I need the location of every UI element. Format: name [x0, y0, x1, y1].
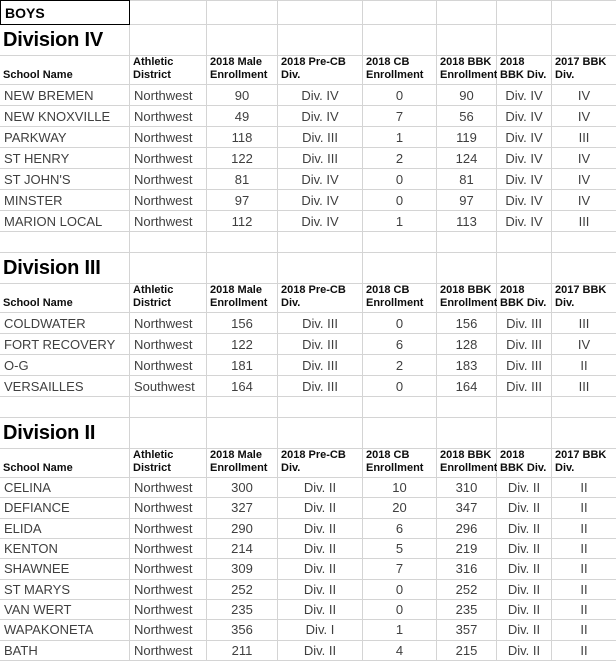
cell-2018-male-enrollment[interactable]: 214: [207, 539, 278, 559]
cell-school-name[interactable]: CELINA: [0, 478, 130, 498]
cell-2018-bbk-div[interactable]: Div. II: [497, 498, 552, 518]
empty-cell[interactable]: [552, 232, 616, 253]
cell-2018-pre-cb-div[interactable]: Div. IV: [278, 85, 363, 106]
cell-2018-cb-enrollment[interactable]: 20: [363, 498, 437, 518]
cell-2018-pre-cb-div[interactable]: Div. II: [278, 519, 363, 539]
cell-2018-bbk-div[interactable]: Div. IV: [497, 211, 552, 232]
cell-2018-cb-enrollment[interactable]: 1: [363, 211, 437, 232]
empty-cell[interactable]: [130, 0, 207, 25]
cell-2018-bbk-div[interactable]: Div. IV: [497, 85, 552, 106]
cell-2018-bbk-div[interactable]: Div. II: [497, 580, 552, 600]
cell-2018-bbk-div[interactable]: Div. II: [497, 559, 552, 579]
cell-2018-cb-enrollment[interactable]: 0: [363, 85, 437, 106]
cell-2018-bbk-enrollment[interactable]: 81: [437, 169, 497, 190]
cell-2018-pre-cb-div[interactable]: Div. IV: [278, 106, 363, 127]
cell-2018-bbk-div[interactable]: Div. III: [497, 376, 552, 397]
cell-2017-bbk-div[interactable]: III: [552, 127, 616, 148]
cell-2018-male-enrollment[interactable]: 90: [207, 85, 278, 106]
empty-cell[interactable]: [278, 25, 363, 56]
cell-2018-bbk-enrollment[interactable]: 113: [437, 211, 497, 232]
cell-school-name[interactable]: ST JOHN'S: [0, 169, 130, 190]
cell-2017-bbk-div[interactable]: II: [552, 580, 616, 600]
cell-athletic-district[interactable]: Northwest: [130, 127, 207, 148]
header-2018-pre-cb-div[interactable]: 2018 Pre-CB Div.: [278, 56, 363, 85]
empty-cell[interactable]: [437, 418, 497, 449]
cell-athletic-district[interactable]: Northwest: [130, 106, 207, 127]
header-2018-pre-cb-div[interactable]: 2018 Pre-CB Div.: [278, 449, 363, 478]
cell-school-name[interactable]: VERSAILLES: [0, 376, 130, 397]
cell-athletic-district[interactable]: Northwest: [130, 334, 207, 355]
empty-cell[interactable]: [497, 253, 552, 284]
cell-2018-bbk-div[interactable]: Div. IV: [497, 127, 552, 148]
cell-athletic-district[interactable]: Northwest: [130, 600, 207, 620]
header-2018-bbk-div[interactable]: 2018 BBK Div.: [497, 56, 552, 85]
cell-athletic-district[interactable]: Northwest: [130, 641, 207, 661]
cell-athletic-district[interactable]: Northwest: [130, 519, 207, 539]
empty-cell[interactable]: [497, 0, 552, 25]
cell-school-name[interactable]: VAN WERT: [0, 600, 130, 620]
cell-2018-cb-enrollment[interactable]: 2: [363, 148, 437, 169]
header-2018-cb-enrollment[interactable]: 2018 CB Enrollment: [363, 284, 437, 313]
empty-cell[interactable]: [552, 253, 616, 284]
cell-2017-bbk-div[interactable]: III: [552, 211, 616, 232]
cell-2018-male-enrollment[interactable]: 122: [207, 148, 278, 169]
cell-2018-cb-enrollment[interactable]: 4: [363, 641, 437, 661]
cell-2018-cb-enrollment[interactable]: 2: [363, 355, 437, 376]
cell-school-name[interactable]: ELIDA: [0, 519, 130, 539]
cell-athletic-district[interactable]: Northwest: [130, 559, 207, 579]
cell-2018-bbk-enrollment[interactable]: 124: [437, 148, 497, 169]
cell-school-name[interactable]: MARION LOCAL: [0, 211, 130, 232]
cell-school-name[interactable]: COLDWATER: [0, 313, 130, 334]
empty-cell[interactable]: [437, 232, 497, 253]
cell-2018-male-enrollment[interactable]: 235: [207, 600, 278, 620]
cell-2018-bbk-div[interactable]: Div. II: [497, 519, 552, 539]
cell-2018-cb-enrollment[interactable]: 5: [363, 539, 437, 559]
cell-2017-bbk-div[interactable]: III: [552, 313, 616, 334]
empty-cell[interactable]: [363, 397, 437, 418]
cell-2018-bbk-enrollment[interactable]: 128: [437, 334, 497, 355]
empty-cell[interactable]: [363, 232, 437, 253]
cell-2018-pre-cb-div[interactable]: Div. II: [278, 559, 363, 579]
empty-cell[interactable]: [207, 418, 278, 449]
empty-cell[interactable]: [207, 0, 278, 25]
empty-cell[interactable]: [497, 418, 552, 449]
empty-cell[interactable]: [278, 418, 363, 449]
cell-2018-bbk-enrollment[interactable]: 316: [437, 559, 497, 579]
cell-2018-bbk-enrollment[interactable]: 252: [437, 580, 497, 600]
cell-2018-bbk-div[interactable]: Div. II: [497, 600, 552, 620]
cell-2017-bbk-div[interactable]: II: [552, 641, 616, 661]
cell-2018-male-enrollment[interactable]: 49: [207, 106, 278, 127]
empty-cell[interactable]: [363, 0, 437, 25]
cell-2017-bbk-div[interactable]: II: [552, 559, 616, 579]
cell-2018-bbk-enrollment[interactable]: 119: [437, 127, 497, 148]
cell-2018-bbk-enrollment[interactable]: 235: [437, 600, 497, 620]
empty-cell[interactable]: [207, 253, 278, 284]
cell-2018-pre-cb-div[interactable]: Div. III: [278, 376, 363, 397]
cell-2018-bbk-enrollment[interactable]: 310: [437, 478, 497, 498]
header-2018-male-enrollment[interactable]: 2018 Male Enrollment: [207, 449, 278, 478]
cell-2018-pre-cb-div[interactable]: Div. II: [278, 580, 363, 600]
cell-school-name[interactable]: DEFIANCE: [0, 498, 130, 518]
cell-2017-bbk-div[interactable]: IV: [552, 148, 616, 169]
cell-2018-pre-cb-div[interactable]: Div. II: [278, 641, 363, 661]
cell-school-name[interactable]: NEW BREMEN: [0, 85, 130, 106]
cell-athletic-district[interactable]: Northwest: [130, 85, 207, 106]
empty-cell[interactable]: [130, 253, 207, 284]
cell-2018-male-enrollment[interactable]: 97: [207, 190, 278, 211]
cell-2018-male-enrollment[interactable]: 211: [207, 641, 278, 661]
header-2018-bbk-div[interactable]: 2018 BBK Div.: [497, 449, 552, 478]
cell-2018-male-enrollment[interactable]: 81: [207, 169, 278, 190]
cell-2017-bbk-div[interactable]: IV: [552, 334, 616, 355]
empty-cell[interactable]: [278, 0, 363, 25]
cell-school-name[interactable]: WAPAKONETA: [0, 620, 130, 640]
cell-2018-bbk-enrollment[interactable]: 347: [437, 498, 497, 518]
header-2018-cb-enrollment[interactable]: 2018 CB Enrollment: [363, 56, 437, 85]
empty-cell[interactable]: [552, 0, 616, 25]
empty-cell[interactable]: [130, 232, 207, 253]
cell-2018-male-enrollment[interactable]: 290: [207, 519, 278, 539]
cell-athletic-district[interactable]: Northwest: [130, 313, 207, 334]
cell-2017-bbk-div[interactable]: III: [552, 376, 616, 397]
cell-2018-pre-cb-div[interactable]: Div. II: [278, 498, 363, 518]
cell-2018-male-enrollment[interactable]: 181: [207, 355, 278, 376]
cell-athletic-district[interactable]: Northwest: [130, 539, 207, 559]
cell-2018-male-enrollment[interactable]: 164: [207, 376, 278, 397]
section-title-division-ii[interactable]: Division II: [0, 418, 130, 449]
empty-cell[interactable]: [207, 232, 278, 253]
cell-2018-bbk-div[interactable]: Div. II: [497, 641, 552, 661]
cell-2018-cb-enrollment[interactable]: 6: [363, 334, 437, 355]
cell-2018-bbk-enrollment[interactable]: 164: [437, 376, 497, 397]
header-2018-male-enrollment[interactable]: 2018 Male Enrollment: [207, 284, 278, 313]
cell-athletic-district[interactable]: Southwest: [130, 376, 207, 397]
cell-2017-bbk-div[interactable]: II: [552, 620, 616, 640]
header-2018-pre-cb-div[interactable]: 2018 Pre-CB Div.: [278, 284, 363, 313]
header-school-name[interactable]: School Name: [0, 56, 130, 85]
cell-athletic-district[interactable]: Northwest: [130, 211, 207, 232]
cell-2017-bbk-div[interactable]: II: [552, 355, 616, 376]
cell-2018-male-enrollment[interactable]: 252: [207, 580, 278, 600]
empty-cell[interactable]: [0, 397, 130, 418]
cell-2018-bbk-div[interactable]: Div. IV: [497, 169, 552, 190]
empty-cell[interactable]: [278, 397, 363, 418]
cell-school-name[interactable]: KENTON: [0, 539, 130, 559]
cell-athletic-district[interactable]: Northwest: [130, 355, 207, 376]
cell-2018-bbk-div[interactable]: Div. IV: [497, 148, 552, 169]
cell-2018-bbk-div[interactable]: Div. II: [497, 539, 552, 559]
cell-school-name[interactable]: PARKWAY: [0, 127, 130, 148]
cell-athletic-district[interactable]: Northwest: [130, 498, 207, 518]
empty-cell[interactable]: [363, 418, 437, 449]
cell-2018-bbk-div[interactable]: Div. IV: [497, 190, 552, 211]
header-2018-male-enrollment[interactable]: 2018 Male Enrollment: [207, 56, 278, 85]
section-title-division-iii[interactable]: Division III: [0, 253, 130, 284]
cell-2018-bbk-enrollment[interactable]: 219: [437, 539, 497, 559]
cell-2018-cb-enrollment[interactable]: 0: [363, 376, 437, 397]
cell-2018-bbk-enrollment[interactable]: 215: [437, 641, 497, 661]
cell-2018-bbk-div[interactable]: Div. III: [497, 313, 552, 334]
cell-2018-pre-cb-div[interactable]: Div. III: [278, 148, 363, 169]
cell-2018-pre-cb-div[interactable]: Div. III: [278, 355, 363, 376]
empty-cell[interactable]: [207, 25, 278, 56]
cell-2018-bbk-div[interactable]: Div. IV: [497, 106, 552, 127]
cell-2018-bbk-enrollment[interactable]: 357: [437, 620, 497, 640]
cell-2018-pre-cb-div[interactable]: Div. III: [278, 334, 363, 355]
header-school-name[interactable]: School Name: [0, 449, 130, 478]
empty-cell[interactable]: [497, 232, 552, 253]
header-2017-bbk-div[interactable]: 2017 BBK Div.: [552, 56, 616, 85]
cell-2018-pre-cb-div[interactable]: Div. IV: [278, 211, 363, 232]
cell-school-name[interactable]: SHAWNEE: [0, 559, 130, 579]
empty-cell[interactable]: [497, 397, 552, 418]
cell-2018-male-enrollment[interactable]: 327: [207, 498, 278, 518]
cell-2018-pre-cb-div[interactable]: Div. IV: [278, 190, 363, 211]
header-2017-bbk-div[interactable]: 2017 BBK Div.: [552, 284, 616, 313]
empty-cell[interactable]: [278, 232, 363, 253]
header-school-name[interactable]: School Name: [0, 284, 130, 313]
cell-2018-cb-enrollment[interactable]: 0: [363, 580, 437, 600]
cell-school-name[interactable]: O-G: [0, 355, 130, 376]
cell-2018-cb-enrollment[interactable]: 6: [363, 519, 437, 539]
cell-2018-bbk-enrollment[interactable]: 296: [437, 519, 497, 539]
empty-cell[interactable]: [437, 25, 497, 56]
cell-2018-bbk-div[interactable]: Div. III: [497, 355, 552, 376]
header-athletic-district[interactable]: Athletic District: [130, 56, 207, 85]
cell-2018-bbk-enrollment[interactable]: 183: [437, 355, 497, 376]
cell-2018-male-enrollment[interactable]: 156: [207, 313, 278, 334]
empty-cell[interactable]: [552, 397, 616, 418]
cell-2017-bbk-div[interactable]: IV: [552, 85, 616, 106]
header-2017-bbk-div[interactable]: 2017 BBK Div.: [552, 449, 616, 478]
cell-2018-pre-cb-div[interactable]: Div. IV: [278, 169, 363, 190]
cell-school-name[interactable]: FORT RECOVERY: [0, 334, 130, 355]
empty-cell[interactable]: [552, 25, 616, 56]
header-2018-bbk-enrollment[interactable]: 2018 BBK Enrollment: [437, 284, 497, 313]
empty-cell[interactable]: [552, 418, 616, 449]
header-2018-bbk-div[interactable]: 2018 BBK Div.: [497, 284, 552, 313]
cell-2018-male-enrollment[interactable]: 122: [207, 334, 278, 355]
cell-athletic-district[interactable]: Northwest: [130, 148, 207, 169]
cell-athletic-district[interactable]: Northwest: [130, 190, 207, 211]
cell-2017-bbk-div[interactable]: II: [552, 600, 616, 620]
cell-2018-pre-cb-div[interactable]: Div. II: [278, 600, 363, 620]
empty-cell[interactable]: [363, 25, 437, 56]
empty-cell[interactable]: [207, 397, 278, 418]
cell-2018-cb-enrollment[interactable]: 0: [363, 190, 437, 211]
cell-school-name[interactable]: MINSTER: [0, 190, 130, 211]
empty-cell[interactable]: [278, 253, 363, 284]
cell-2017-bbk-div[interactable]: II: [552, 539, 616, 559]
header-2018-cb-enrollment[interactable]: 2018 CB Enrollment: [363, 449, 437, 478]
cell-2018-cb-enrollment[interactable]: 7: [363, 106, 437, 127]
cell-2018-bbk-enrollment[interactable]: 156: [437, 313, 497, 334]
cell-2018-cb-enrollment[interactable]: 0: [363, 313, 437, 334]
cell-athletic-district[interactable]: Northwest: [130, 620, 207, 640]
cell-school-name[interactable]: ST MARYS: [0, 580, 130, 600]
cell-athletic-district[interactable]: Northwest: [130, 478, 207, 498]
cell-school-name[interactable]: BATH: [0, 641, 130, 661]
cell-2017-bbk-div[interactable]: II: [552, 478, 616, 498]
cell-2017-bbk-div[interactable]: II: [552, 519, 616, 539]
sheet-title-cell[interactable]: BOYS: [0, 0, 130, 25]
empty-cell[interactable]: [130, 418, 207, 449]
cell-2018-pre-cb-div[interactable]: Div. II: [278, 539, 363, 559]
cell-2018-bbk-enrollment[interactable]: 97: [437, 190, 497, 211]
cell-2018-pre-cb-div[interactable]: Div. III: [278, 127, 363, 148]
cell-2018-cb-enrollment[interactable]: 7: [363, 559, 437, 579]
cell-2017-bbk-div[interactable]: II: [552, 498, 616, 518]
cell-2017-bbk-div[interactable]: IV: [552, 169, 616, 190]
empty-cell[interactable]: [130, 397, 207, 418]
cell-2018-male-enrollment[interactable]: 309: [207, 559, 278, 579]
cell-2018-cb-enrollment[interactable]: 0: [363, 169, 437, 190]
cell-2017-bbk-div[interactable]: IV: [552, 106, 616, 127]
empty-cell[interactable]: [497, 25, 552, 56]
cell-2018-bbk-div[interactable]: Div. II: [497, 620, 552, 640]
cell-2018-cb-enrollment[interactable]: 1: [363, 620, 437, 640]
header-2018-bbk-enrollment[interactable]: 2018 BBK Enrollment: [437, 56, 497, 85]
cell-2018-bbk-enrollment[interactable]: 90: [437, 85, 497, 106]
empty-cell[interactable]: [0, 232, 130, 253]
empty-cell[interactable]: [437, 0, 497, 25]
cell-2018-cb-enrollment[interactable]: 1: [363, 127, 437, 148]
cell-2018-bbk-enrollment[interactable]: 56: [437, 106, 497, 127]
header-2018-bbk-enrollment[interactable]: 2018 BBK Enrollment: [437, 449, 497, 478]
cell-school-name[interactable]: ST HENRY: [0, 148, 130, 169]
cell-2018-cb-enrollment[interactable]: 10: [363, 478, 437, 498]
header-athletic-district[interactable]: Athletic District: [130, 284, 207, 313]
empty-cell[interactable]: [437, 253, 497, 284]
cell-2017-bbk-div[interactable]: IV: [552, 190, 616, 211]
cell-2018-bbk-div[interactable]: Div. II: [497, 478, 552, 498]
cell-2018-male-enrollment[interactable]: 118: [207, 127, 278, 148]
cell-2018-pre-cb-div[interactable]: Div. III: [278, 313, 363, 334]
cell-2018-pre-cb-div[interactable]: Div. I: [278, 620, 363, 640]
cell-school-name[interactable]: NEW KNOXVILLE: [0, 106, 130, 127]
empty-cell[interactable]: [130, 25, 207, 56]
cell-2018-cb-enrollment[interactable]: 0: [363, 600, 437, 620]
cell-2018-bbk-div[interactable]: Div. III: [497, 334, 552, 355]
cell-2018-male-enrollment[interactable]: 112: [207, 211, 278, 232]
cell-2018-pre-cb-div[interactable]: Div. II: [278, 478, 363, 498]
empty-cell[interactable]: [437, 397, 497, 418]
header-athletic-district[interactable]: Athletic District: [130, 449, 207, 478]
cell-2018-male-enrollment[interactable]: 300: [207, 478, 278, 498]
cell-athletic-district[interactable]: Northwest: [130, 580, 207, 600]
empty-cell[interactable]: [363, 253, 437, 284]
section-title-division-iv[interactable]: Division IV: [0, 25, 130, 56]
cell-2018-male-enrollment[interactable]: 356: [207, 620, 278, 640]
cell-athletic-district[interactable]: Northwest: [130, 169, 207, 190]
